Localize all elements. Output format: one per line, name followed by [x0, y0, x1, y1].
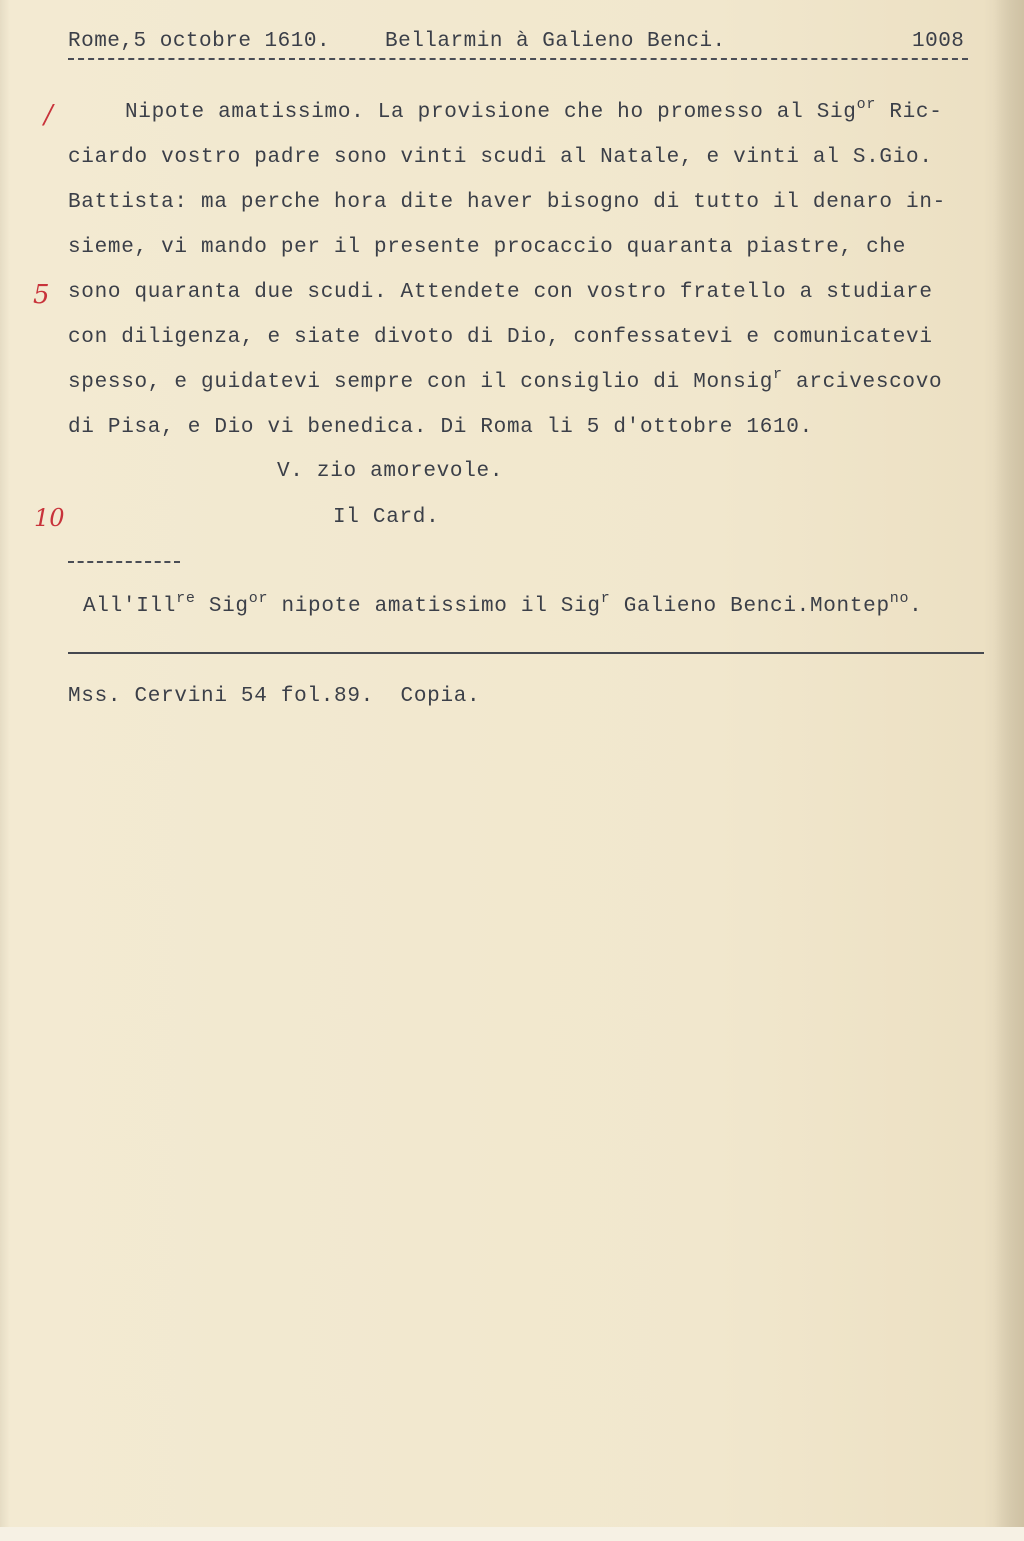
page-edge-bottom	[0, 1527, 1024, 1541]
letter-line-7	[68, 366, 943, 395]
divider-rule	[68, 652, 984, 654]
superscript: or	[856, 96, 877, 113]
letter-line-7-end: arcivescovo	[782, 371, 943, 394]
header-rule	[68, 58, 968, 60]
superscript: r	[773, 366, 783, 383]
margin-number-5: 5	[33, 280, 50, 310]
letter-line-1-text: Nipote amatissimo. La provisione che ho promesso al Sig	[125, 101, 857, 124]
superscript: or	[248, 590, 269, 607]
address-part: .	[909, 595, 923, 618]
address-part: Sig	[195, 595, 249, 618]
address-part: All'Ill	[83, 595, 177, 618]
page-edge-right	[994, 0, 1024, 1541]
margin-number-1: /	[44, 100, 53, 130]
superscript: r	[600, 590, 611, 607]
letter-closing: V. zio amorevole.	[277, 460, 504, 483]
address-part: Galieno Benci.Montep	[610, 595, 890, 618]
letter-line-1	[125, 96, 943, 125]
page-edge-left	[0, 0, 10, 1541]
letter-signature: Il Card.	[333, 506, 440, 529]
letter-line-4: sieme, vi mando per il presente procaccio quaranta piastre, che	[68, 236, 907, 259]
separator-rule	[68, 561, 180, 563]
letter-line-3: Battista: ma perche hora dite haver bisogno di tutto il denaro in-	[68, 191, 946, 214]
source-note: Mss. Cervini 54 fol.89. Copia.	[68, 685, 481, 708]
letter-line-2: ciardo vostro padre sono vinti scudi al Natale, e vinti al S.Gio.	[68, 146, 933, 169]
superscript: re	[176, 590, 196, 607]
letter-line-7-text: spesso, e guidatevi sempre con il consiglio di Monsig	[68, 371, 774, 394]
superscript: no	[889, 590, 910, 607]
letter-line-6: con diligenza, e siate divoto di Dio, confessatevi e comunicatevi	[68, 326, 933, 349]
letter-line-1-end: Ric-	[876, 101, 943, 124]
letter-line-5: sono quaranta due scudi. Attendete con vostro fratello a studiare	[68, 281, 933, 304]
margin-number-10: 10	[34, 504, 65, 532]
header-date: Rome,5 octobre 1610.	[68, 30, 331, 53]
address-part: nipote amatissimo il Sig	[268, 595, 601, 618]
letter-line-8: di Pisa, e Dio vi benedica. Di Roma li 5 d'ottobre 1610.	[68, 416, 813, 439]
address-line	[83, 590, 923, 619]
header-title: Bellarmin à Galieno Benci.	[385, 30, 726, 53]
header-number: 1008	[912, 30, 965, 53]
